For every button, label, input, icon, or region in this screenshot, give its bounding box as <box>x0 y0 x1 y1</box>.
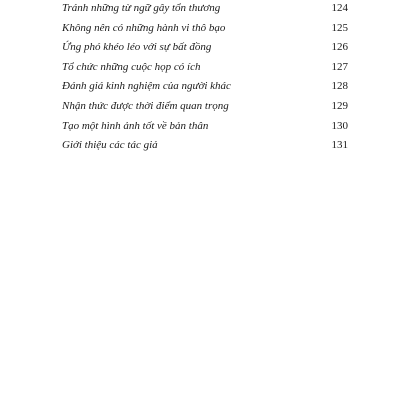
toc-entry <box>62 77 348 97</box>
toc-entry <box>62 136 348 156</box>
toc-entry <box>62 58 348 78</box>
toc-entry-page-number: 128 <box>331 80 348 93</box>
toc-entry-page-number: 130 <box>331 119 348 132</box>
toc-entry-page-number: 124 <box>331 2 348 14</box>
toc-entry-title: Tránh những từ ngữ gây tổn thương <box>62 2 221 14</box>
toc-entry-page-number: 131 <box>331 139 348 152</box>
toc-entry-title: Nhận thức được thời điểm quan trọng <box>62 99 229 112</box>
table-of-contents <box>62 0 348 156</box>
toc-entry <box>62 97 348 117</box>
toc-entry-title: Giới thiệu các tác giả <box>62 139 158 152</box>
toc-entry-title: Ứng phó khéo léo với sự bất đồng <box>62 41 212 54</box>
toc-entry-title: Không nên có những hành vi thô bạo <box>62 21 226 34</box>
toc-entry-page-number: 125 <box>331 21 348 34</box>
toc-entry-page-number: 129 <box>331 99 348 112</box>
toc-entry-title: Đánh giá kinh nghiệm của người khác <box>62 80 231 93</box>
toc-entry-page-number: 127 <box>331 60 348 73</box>
toc-entry-title: Tạo một hình ảnh tốt về bản thân <box>62 119 209 132</box>
toc-entry <box>62 19 348 39</box>
toc-entry-title: Tổ chức những cuộc họp có ích <box>62 60 201 73</box>
toc-entry <box>62 0 348 19</box>
toc-entry <box>62 117 348 137</box>
toc-entry <box>62 38 348 58</box>
toc-entry-page-number: 126 <box>331 41 348 54</box>
